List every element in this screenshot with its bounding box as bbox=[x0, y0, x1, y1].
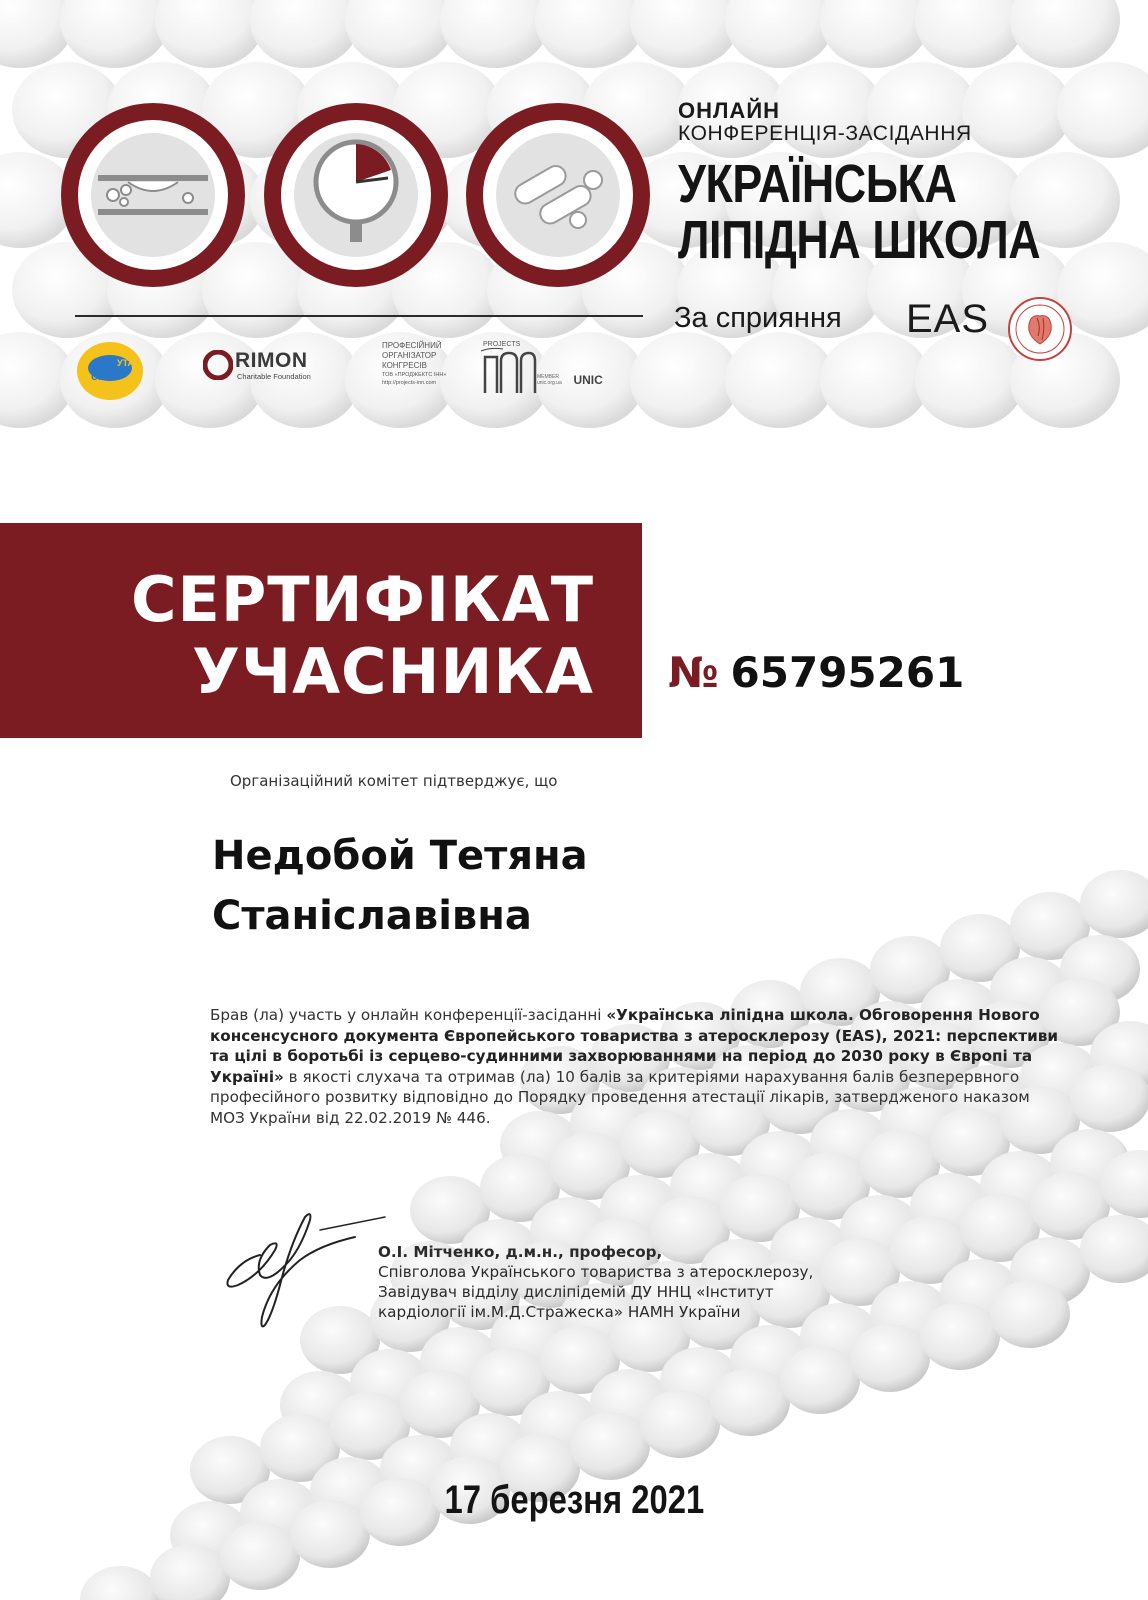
background-cell bbox=[250, 0, 360, 68]
certificate-title-line1: СЕРТИФІКАТ bbox=[131, 563, 594, 636]
signer-block bbox=[378, 1242, 938, 1322]
unic-member-logo bbox=[537, 371, 603, 389]
eas-label: EAS bbox=[906, 297, 990, 341]
signer-position: Завідувач відділу дисліпідемій ДУ ННЦ «Інститут bbox=[378, 1283, 774, 1301]
online-label: ОНЛАЙН bbox=[678, 98, 781, 123]
background-cell bbox=[630, 0, 740, 68]
certificate-date bbox=[0, 1478, 1148, 1523]
background-cell bbox=[60, 0, 170, 68]
organizer-company: ТОВ «ПРОДЖЕКТС ІНН» bbox=[382, 372, 447, 378]
conference-type: КОНФЕРЕНЦІЯ-ЗАСІДАННЯ bbox=[678, 122, 972, 145]
background-cell bbox=[345, 0, 455, 68]
organizer-line: ПРОФЕСІЙНИЙ bbox=[382, 341, 442, 350]
background-cell bbox=[990, 1280, 1070, 1348]
rimon-subtitle: Charitable Foundation bbox=[237, 372, 311, 381]
school-title-line2: ЛІПІДНА ШКОЛА bbox=[678, 210, 1041, 270]
background-cell bbox=[640, 1390, 720, 1458]
signer-position: Співголова Українського товариства з атеросклерозу, bbox=[378, 1263, 814, 1281]
pills-icon bbox=[466, 103, 650, 287]
projects-inn-logo bbox=[479, 337, 537, 397]
certificate-title-line2: УЧАСНИКА bbox=[192, 635, 594, 708]
background-cell bbox=[710, 1368, 790, 1436]
participant-name bbox=[212, 826, 772, 946]
background-cell bbox=[535, 0, 645, 68]
organizer-line: КОНГРЕСІВ bbox=[382, 361, 427, 370]
background-cell bbox=[915, 0, 1025, 68]
background-cell bbox=[780, 1346, 860, 1414]
organizer-line: ОРГАНІЗАТОР bbox=[382, 351, 437, 360]
signer-name: О.І. Мітченко, д.м.н., професор, bbox=[378, 1243, 663, 1261]
school-title-line1: УКРАЇНСЬКА bbox=[678, 154, 957, 214]
background-cell bbox=[1010, 0, 1120, 68]
rimon-logo-icon bbox=[203, 350, 233, 380]
date-text: 17 березня 2021 bbox=[444, 1478, 704, 1522]
statement-outro: в якості слухача та отримав (ла) 10 балів за критеріями нарахування балів безперервного професійного розвитку відповідно до Порядку проведення атестації лікарів, затвердженого наказом МОЗ України від 22.02.2019 № 446. bbox=[210, 1067, 1030, 1127]
participant-name-line2: Станіславівна bbox=[212, 893, 532, 939]
background-cell bbox=[1070, 1064, 1148, 1132]
background-cell bbox=[850, 1324, 930, 1392]
confirmation-text: Організаційний комітет підтверджує, що bbox=[230, 772, 558, 790]
participation-statement bbox=[210, 1005, 1065, 1128]
rimon-name: RIMON bbox=[235, 349, 308, 372]
topic-circles bbox=[58, 100, 658, 290]
number-sign: № bbox=[668, 648, 719, 697]
event-title: «Українська ліпідна школа. Обговорення Нового консенсусного документа Європейського товариства з атеросклерозу (EAS), 2021: перспективи та цілі в боротьбі із серцево-судинними захворюваннями на період до 2030 року в Європі та Україні» bbox=[210, 1006, 1058, 1086]
conference-title bbox=[678, 100, 1138, 268]
certificate-banner bbox=[0, 523, 642, 738]
background-cell bbox=[155, 0, 265, 68]
organizer-url: http://projects-inn.com bbox=[382, 380, 437, 386]
svg-text:PROJECTS: PROJECTS bbox=[483, 341, 521, 348]
svg-text:УТА: УТА bbox=[117, 358, 135, 368]
support-label: За сприяння bbox=[674, 302, 842, 334]
background-cell bbox=[820, 0, 930, 68]
background-cell bbox=[1080, 870, 1148, 938]
header-divider bbox=[75, 315, 643, 317]
background-cell bbox=[220, 1522, 300, 1590]
artery-plaque-icon bbox=[61, 103, 245, 287]
partner-logos bbox=[75, 335, 645, 415]
blood-pressure-gauge-icon bbox=[264, 103, 448, 287]
participant-name-line1: Недобой Тетяна bbox=[212, 833, 588, 879]
signature-image bbox=[220, 1205, 390, 1335]
background-cell bbox=[630, 332, 740, 428]
background-cell bbox=[725, 0, 835, 68]
number-value: 65795261 bbox=[730, 648, 965, 697]
background-cell bbox=[440, 0, 550, 68]
certificate-number bbox=[668, 648, 964, 697]
unic-name: UNIC bbox=[573, 372, 603, 387]
uas-logo bbox=[75, 340, 145, 402]
organizer-text bbox=[382, 341, 482, 387]
member-label: MEMBER unic.org.ua bbox=[537, 373, 562, 386]
statement-intro: Брав (ла) участь у онлайн конференції-засіданні bbox=[210, 1006, 607, 1024]
background-cell bbox=[820, 332, 930, 428]
background-cell bbox=[80, 1566, 160, 1600]
svg-text:UAS: UAS bbox=[91, 372, 113, 383]
background-cell bbox=[725, 332, 835, 428]
signer-position: кардіології ім.М.Д.Стражеска» НАМН України bbox=[378, 1303, 741, 1321]
eas-seal-icon bbox=[1007, 296, 1073, 362]
background-cell bbox=[570, 1412, 650, 1480]
